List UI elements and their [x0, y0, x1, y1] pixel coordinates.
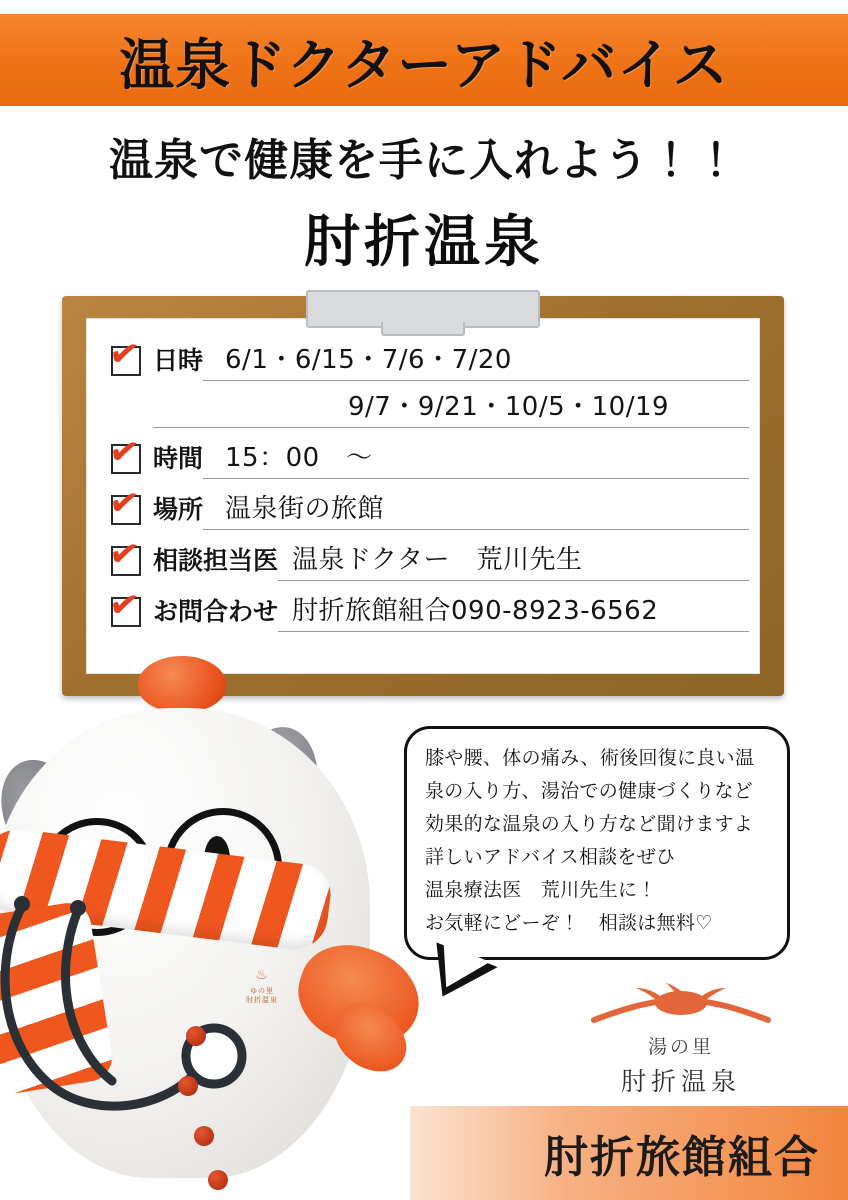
row-value-continued: 9/7・9/21・10/5・10/19 — [153, 386, 749, 428]
checkmark-icon: ✔ — [106, 481, 142, 526]
stethoscope-icon — [0, 896, 362, 1196]
brand-line-1: 湯の里 — [647, 1036, 714, 1058]
info-row-place — [106, 481, 749, 530]
bubble-line: 温泉療法医 荒川先生に！ — [425, 878, 657, 901]
row-label: 相談担当医 — [153, 546, 279, 575]
mascot-illustration — [0, 648, 452, 1200]
row-label: 日時 — [153, 346, 204, 375]
bubble-line: お気軽にどーぞ！ 相談は無料♡ — [425, 911, 713, 934]
info-row-doctor — [106, 532, 749, 581]
brand-line-2: 肘折温泉 — [620, 1067, 741, 1096]
info-row-contact — [106, 583, 749, 632]
info-row-time — [106, 430, 749, 479]
brand-logo — [566, 982, 796, 1098]
bubble-line: 膝や腰、体の痛み、術後回復に良い温 — [425, 747, 755, 769]
checkmark-icon: ✔ — [106, 332, 142, 377]
mascot-hat — [138, 656, 226, 712]
subtitle-onsen-name: 肘折温泉 — [304, 210, 544, 275]
mascot-button — [208, 1170, 228, 1190]
row-value: 温泉ドクター 荒川先生 — [278, 539, 749, 581]
board-clip — [306, 290, 540, 328]
row-label: 時間 — [153, 444, 204, 473]
footer-organization: 肘折旅館組合 — [544, 1132, 820, 1183]
mascot-chest-logo — [222, 966, 302, 1006]
onsen-icon: ♨ — [255, 967, 269, 983]
board-surface — [86, 318, 760, 674]
mascot-button — [178, 1076, 198, 1096]
bubble-line: 詳しいアドバイス相談をぜひ — [425, 845, 676, 868]
bubble-line: 効果的な温泉の入り方など聞けますよ — [425, 812, 754, 835]
info-board — [62, 296, 784, 696]
footer-bar — [410, 1106, 848, 1200]
row-value: 6/1・6/15・7/6・7/20 — [203, 339, 749, 381]
subtitle-primary: 温泉で健康を手に入れよう！！ — [109, 135, 739, 186]
checkmark-icon: ✔ — [106, 583, 142, 628]
info-row-date-second — [109, 386, 749, 428]
row-value: 温泉街の旅館 — [203, 488, 749, 530]
row-value-phone: 肘折旅館組合090-8923-6562 — [278, 590, 749, 632]
mascot-button — [186, 1026, 206, 1046]
onsen-mark-icon — [586, 982, 776, 1030]
checkmark-icon: ✔ — [106, 430, 142, 475]
page-title: 温泉ドクターアドバイス — [119, 32, 729, 97]
mascot-logo-line2: 肘折温泉 — [246, 996, 278, 1005]
row-label: 場所 — [153, 495, 204, 524]
speech-bubble — [404, 726, 790, 960]
checkmark-icon: ✔ — [106, 532, 142, 577]
mascot-logo-line1: ゆの里 — [250, 986, 274, 995]
info-row-date — [106, 332, 749, 381]
row-value: 15：00 ～ — [203, 437, 749, 479]
bubble-line: 泉の入り方、湯治での健康づくりなど — [425, 779, 754, 802]
header-banner — [0, 14, 848, 106]
mascot-button — [194, 1126, 214, 1146]
info-rows — [106, 332, 749, 641]
row-label: お問合わせ — [153, 597, 279, 626]
